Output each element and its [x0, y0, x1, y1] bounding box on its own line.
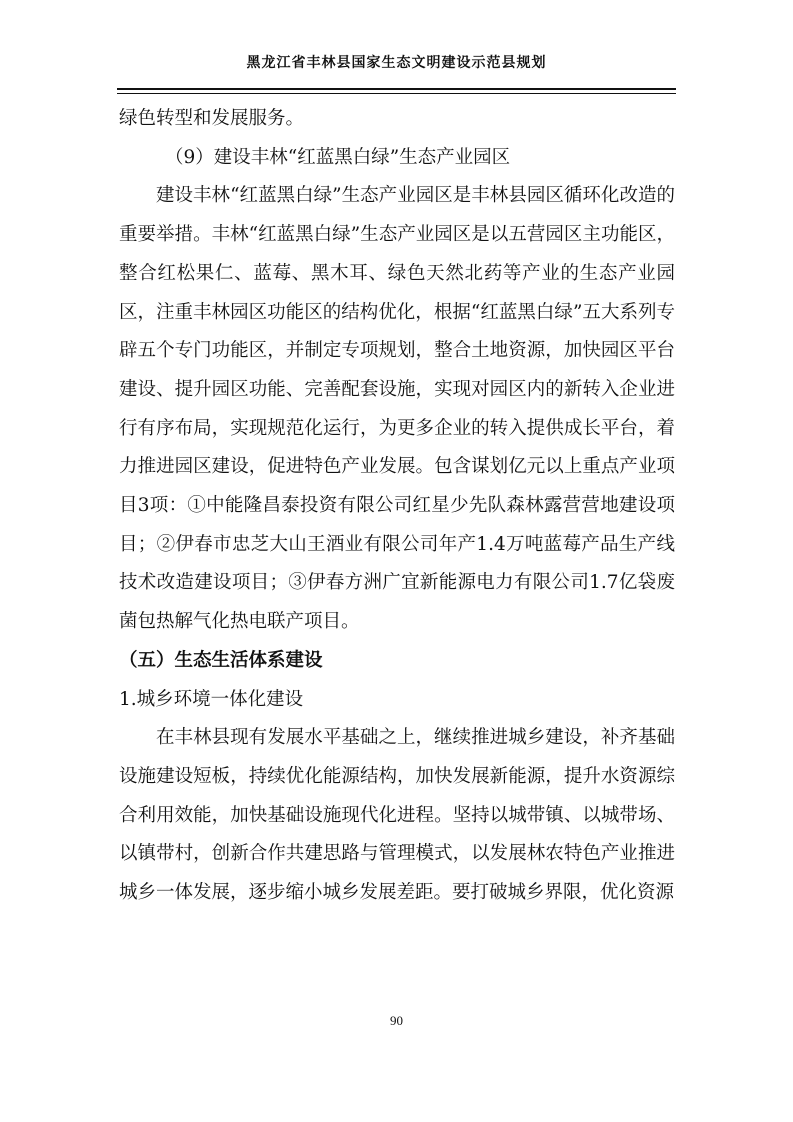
urban-rural-paragraph: 在丰林县现有发展水平基础之上，继续推进城乡建设，补齐基础设施建设短板，持续优化能源结构，加快发展新能源，提升水资源综合利用效能，加快基础设施现代化进程。坚持以城带镇、以城带场、以镇带村，创新合作共建思路与管理模式，以发展林农特色产业推进城乡一体发展，逐步缩小城乡发展差距。要打破城乡界限，优化资源 — [119, 727, 675, 904]
header-rule-thin — [117, 93, 676, 94]
continued-paragraph: 绿色转型和发展服务。 — [119, 108, 305, 129]
header-rule-thick — [117, 88, 676, 90]
subsection-heading-9: （9）建设丰林“红蓝黑白绿”生态产业园区 — [165, 146, 511, 168]
page-body — [119, 100, 675, 913]
park-paragraph: 建设丰林“红蓝黑白绿”生态产业园区是丰林县园区循环化改造的重要举措。丰林“红蓝黑白绿”生态产业园区是以五营园区主功能区，整合红松果仁、蓝莓、黑木耳、绿色天然北药等产业的生态产业园区，注重丰林园区功能区的结构优化，根据“红蓝黑白绿”五大系列专辟五个专门功能区，并制定专项规划，整合土地资源，加快园区平台建设、提升园区功能、完善配套设施，实现对园区内的新转入企业进行有序布局，实现规范化运行，为更多企业的转入提供成长平台，着力推进园区建设，促进特色产业发展。包含谋划亿元以上重点产业项目3项：①中能隆昌泰投资有限公司红星少先队森林露营营地建设项目；②伊春市忠芝大山王酒业有限公司年产1.4万吨蓝莓产品生产线技术改造建设项目；③伊春方洲广宜新能源电力有限公司1.7亿袋废菌包热解气化热电联产项目。 — [119, 185, 675, 633]
running-header: 黑龙江省丰林县国家生态文明建设示范县规划 — [246, 55, 547, 71]
subsection-heading-1: 1.城乡环境一体化建设 — [119, 688, 304, 710]
section-heading-5: （五）生态生活体系建设 — [119, 649, 323, 671]
page-number: 90 — [390, 1013, 403, 1028]
